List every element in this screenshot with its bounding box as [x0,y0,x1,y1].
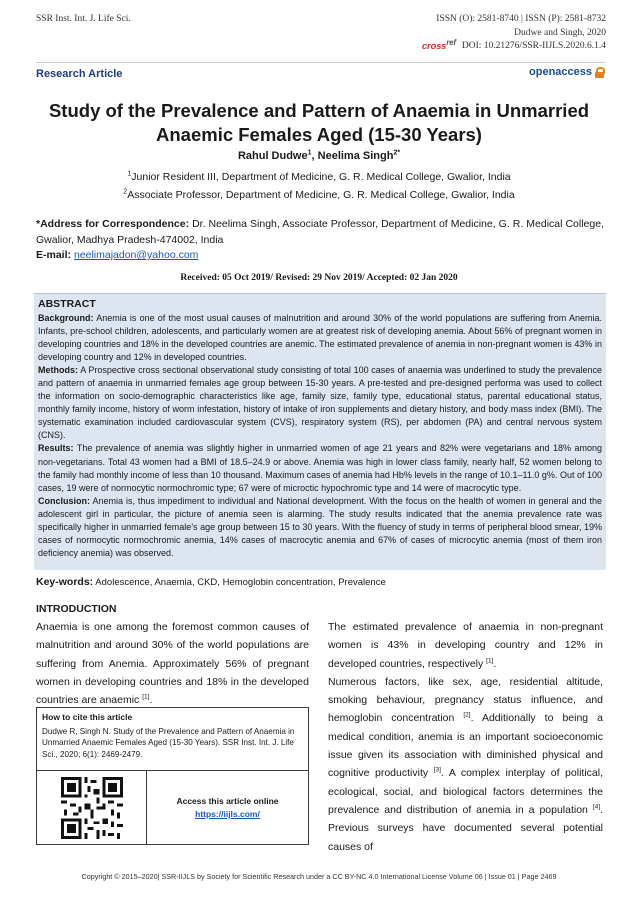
cite-text: Dudwe R, Singh N. Study of the Prevalence and Pattern of Anaemia in Unmarried Anaemic Females Aged (15-30 Years). SSR Inst. Int. J. Life Sci., 2020; 6(1): 2469-2479. [42,727,295,759]
intro-left-paragraph [36,618,309,709]
header-divider [36,62,606,63]
abstract-results [38,442,602,494]
intro-right-p2-d: . Previous surveys have documented several potential causes of [328,803,603,853]
cite-bottom [37,771,308,844]
access-online-cell [147,771,308,844]
correspondence-block [36,217,604,264]
crossref-logo[interactable] [422,40,456,54]
doi-row [422,40,606,54]
background-label: Background: [38,313,94,323]
article-title: Study of the Prevalence and Pattern of Anaemia in Unmarried Anaemic Females Aged (15-30 Years) [48,100,590,145]
author-line [0,150,638,162]
intro-right-p1-text: The estimated prevalence of anaemia in non-pregnant women is 43% in developing country and 12% in developed countries, respectively [328,621,603,670]
cite-title: How to cite this article [42,712,133,722]
article-dates: Received: 05 Oct 2019/ Revised: 29 Nov 2019/ Accepted: 02 Jan 2020 [180,273,458,283]
cite-top [37,708,308,771]
open-lock-icon [595,67,604,78]
background-text: Anemia is one of the most usual causes of malnutrition and around 30% of the world populations are suffering from Anemia. Infants, pre-school children, adolescents, and particularly women are at greatest risk of developing anemia. About 56% of pregnant women in developing countries and 18% in the developed countries are anemic. The estimated prevalence of anemia in non-pregnant women is 43% in developing country and 12% in developed countries. [38,313,602,363]
abstract-conclusion [38,495,602,560]
open-access-logo[interactable] [529,66,604,78]
ref-4[interactable]: [4] [592,803,601,811]
intro-right-p2-c: . A complex interplay of political, ecological, social, and biological factors determines the prevalence and distribution of anemia in a population [328,767,603,816]
author-2-name: Neelima Singh [317,150,394,162]
correspondence-text: Dr. Neelima Singh, Associate Professor, Department of Medicine, G. R. Medical College, Gwalior, Madhya Pradesh-474002, India [36,218,604,246]
methods-text: A Prospective cross sectional observational study consisting of total 100 cases of anaemia was underlined to study the prevalence and pattern of anaemia in unmarried females age group between 15-30 years. A pre-tested and pre-designed performa was used to collect the information on socio-demographic characteristics like age, family size, family type, educational status, parental educational status, monthly family income, history of worm infestation, history of intake of iron supplements and dietary history, and body mass index (BMI). The systematic examination included cardiovascular system (CVS), respiratory system (RS), per abdomen (PA) and central nervous system (CNS). [38,365,602,441]
ref-3[interactable]: [3] [433,766,441,774]
abstract-methods [38,364,602,442]
intro-left-end: . [149,694,153,707]
email-link[interactable]: neelimajadon@yahoo.com [73,249,199,261]
author-1-sup: 1 [307,149,312,157]
author-2-sup: 2* [393,149,401,157]
qr-code-icon[interactable] [61,777,123,839]
authors-year: Dudwe and Singh, 2020 [514,27,606,38]
affiliation-1-text: Junior Resident III, Department of Medicine, G. R. Medical College, Gwalior, India [131,171,511,183]
methods-label: Methods: [38,365,78,376]
abstract-background [38,312,602,364]
abstract-heading: ABSTRACT [38,298,96,310]
correspondence-label: *Address for Correspondence: [36,218,190,230]
conclusion-label: Conclusion: [38,495,90,506]
keywords-label: Key-words: [36,576,94,588]
author-separator: , [311,150,318,162]
author-1-name: Rahul Dudwe [237,150,308,162]
journal-short-name: SSR Inst. Int. J. Life Sci. [36,14,131,24]
affiliation-2-text: Associate Professor, Department of Medicine, G. R. Medical College, Gwalior, India [127,189,515,201]
right-column [328,618,603,856]
abstract-box [34,293,606,570]
doi-text: DOI: 10.21276/SSR-IIJLS.2020.6.1.4 [461,41,606,51]
open-access-text: openaccess [529,66,592,78]
intro-right-paragraph-2 [328,673,603,856]
how-to-cite-box [36,707,309,845]
conclusion-text: Anemia is, thus impediment to individual and National development. With the focus on the health of women in general and the adolescent girl in particular, the picture of anemia seen is alarming. The study results indicated that the anemia prevalence rate was specifically higher in unmarried female’s age group between 15 to 30 years. With the fluency of study in terms of peripheral blood smear, 19% cases of normocytic normochromic anemia, 14% cases of macrocytic anemia and 67% of cases of microcytic anemia (most of them iron deficiency anemia) was observed. [38,495,602,558]
qr-cell [37,771,147,844]
ref-1[interactable]: [1] [142,693,150,701]
results-text: The prevalence of anemia was slightly higher in unmarried women of age 21 years and 82% were vegetarians and 18% among non-vegetarians. Total 43 women had a BMI of 18.5–24.9 or above. Anemia was high in lower class family, nearly half, 52 women belong to the family had monthly income of less than 10 thousand. Maximum cases of anemia had Hb% levels in the range of 10.1–11.0 g%. Out of 100 cases, 19 were of normocytic normochromic type; 67 were of microctic hypochromic type and 14 were of macrocytic type. [38,443,602,493]
email-label: E-mail: [36,249,72,261]
affiliation-2 [0,189,638,201]
issn-line: ISSN (O): 2581-8740 | ISSN (P): 2581-8732 [436,14,606,24]
introduction-heading: INTRODUCTION [36,603,117,615]
affiliation-1-sup: 1 [127,170,132,178]
header-right-block [422,13,606,54]
crossref-logo-sup: ref [446,38,456,47]
access-url-link[interactable]: https://iijls.com/ [195,809,260,819]
article-type-label: Research Article [36,68,123,80]
ref-1-right[interactable]: [1] [486,657,494,665]
access-label: Access this article online [176,796,279,806]
intro-right-p1-end: . [493,657,497,670]
results-label: Results: [38,443,74,454]
page-footer: Copyright © 2015–2020| SSR-IIJLS by Society for Scientific Research under a CC BY-NC 4.0 International License Volume 06 | Issue 01 | Page 2469 [81,872,557,881]
intro-right-p2-a: Numerous factors, like sex, age, residential altitude, smoking behaviour, pregnancy status influence, and hemoglobin concentration [328,675,603,725]
left-column [36,618,309,709]
affiliation-2-sup: 2 [123,188,128,196]
affiliation-1 [0,171,638,183]
keywords-text: Adolescence, Anaemia, CKD, Hemoglobin concentration, Prevalence [93,577,386,588]
intro-right-paragraph-1 [328,618,603,673]
ref-2[interactable]: [2] [463,711,471,719]
crossref-logo-text: cross [421,41,447,52]
keywords-line [36,576,386,588]
intro-left-text: Anaemia is one among the foremost common causes of malnutrition and around 30% of the world populations are suffering from Anemia. Approximately 56% of pregnant women in developing countries and 18% in the developed countries are anaemic [36,621,309,707]
intro-right-p2-b: . Additionally to being a medical condition, anemia is an important socioeconomic issue given its association with diminished physical and cognitive productivity [328,712,603,780]
